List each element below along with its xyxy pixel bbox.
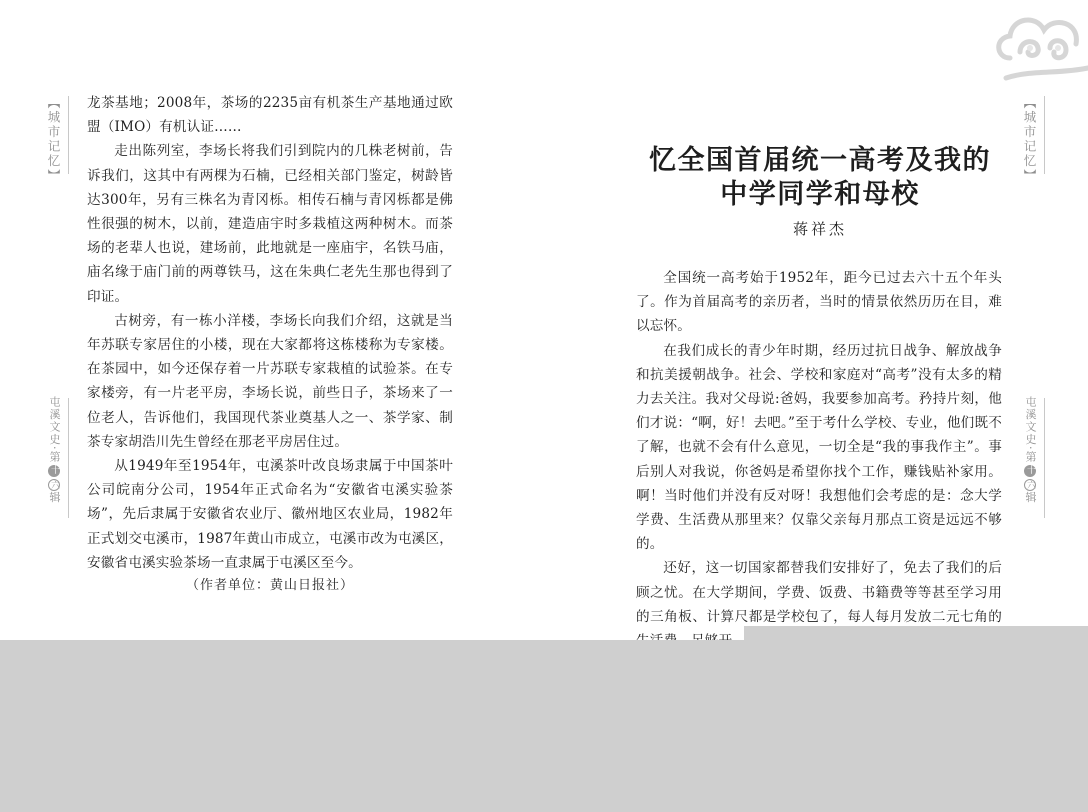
journal-suffix: 辑 — [48, 491, 61, 504]
title-line-1: 忆全国首届统一高考及我的 — [649, 145, 991, 176]
paragraph: 龙茶基地；2008年，茶场的2235亩有机茶生产基地通过欧盟（IMO）有机认证…… — [87, 95, 453, 136]
left-journal-tag — [48, 396, 60, 504]
journal-suffix: 辑 — [1024, 491, 1037, 504]
right-journal-tag — [1024, 396, 1036, 504]
journal-prefix: 屯溪文史·第 — [1024, 396, 1037, 464]
right-section-tag: 【 城市记忆 】 — [1022, 96, 1036, 183]
article-title — [600, 144, 1040, 212]
paragraph: 全国统一高考始于1952年，距今已过去六十五个年头了。作为首届高考的亲历者，当时的情景依然历历在目，难以忘怀。 — [636, 270, 1002, 335]
left-margin-rule-bottom — [68, 398, 69, 518]
cloud-ornament-icon — [990, 8, 1088, 94]
journal-number-b: 六 — [1025, 479, 1035, 490]
article-author: 蒋祥杰 — [792, 220, 847, 238]
right-margin-rule-bottom — [1044, 398, 1045, 518]
paragraph: 古树旁，有一栋小洋楼，李场长向我们介绍，这就是当年苏联专家居住的小楼，现在大家都将这栋楼称为专家楼。在茶园中，如今还保存着一片苏联专家栽植的试验茶。在专家楼旁，有一片老平房，李场长说，前些日子，茶场来了一位老人，告诉他们，我国现代茶业奠基人之一、茶学家、制茶专家胡浩川先生曾经在那老平房居住过。 — [87, 312, 453, 450]
journal-number-a: 十 — [49, 465, 59, 476]
author-affiliation: （作者单位：黄山日报社） — [185, 578, 354, 593]
viewer-background — [0, 640, 1088, 812]
right-margin-rule-top — [1044, 96, 1045, 174]
journal-number-a: 十 — [1025, 465, 1035, 476]
title-line-2: 中学同学和母校 — [720, 179, 920, 210]
paragraph: 走出陈列室，李场长将我们引到院内的几株老树前，告诉我们，这其中有两棵为石楠，已经相关部门鉴定，树龄皆达300年，另有三株名为青冈栎。相传石楠与青冈栎都是佛性很强的树木，以前，建造庙宇时多栽植这两种树木。而茶场的老辈人也说，建场前，此地就是一座庙宇，名铁马庙，庙名缘于庙门前的两尊铁马，这在朱典仁老先生那也得到了印证。 — [87, 143, 453, 305]
journal-prefix: 屯溪文史·第 — [48, 396, 61, 464]
paragraph: 从1949年至1954年，屯溪茶叶改良场隶属于中国茶叶公司皖南分公司，1954年正式命名为“安徽省屯溪实验茶场”，先后隶属于安徽省农业厅、徽州地区农业局，1982年正式划交屯溪市，1987年黄山市成立，屯溪市改为屯溪区，安徽省屯溪实验茶场一直隶属于屯溪区至今。 — [87, 458, 453, 571]
left-margin-rule-top — [68, 96, 69, 174]
right-page-body — [636, 266, 1002, 653]
paragraph: 在我们成长的青少年时期，经历过抗日战争、解放战争和抗美援朝战争。社会、学校和家庭对“高考”没有太多的精力去关注。我对父母说:爸妈，我要参加高考。矜持片刻，他们才说：“啊，好！去吧。”至于考什么学校、专业，他们既不了解，也就不会有什么意见，一切全是“我的事我作主”。事后别人对我说，你爸妈是希望你找个工作，赚钱贴补家用。啊！当时他们并没有反对呀！我想他们会考虑的是：念大学学费、生活费从那里来？仅靠父亲每月那点工资是远远不够的。 — [636, 342, 1002, 553]
journal-number-b: 六 — [49, 479, 59, 490]
paragraph: 还好，这一切国家都替我们安排好了，免去了我们的后顾之忧。在大学期间，学费、饭费、书籍费等等甚至学习用的三角板、计算尺都是学校包了，每人每月发放二元七角的 — [636, 560, 1002, 625]
left-section-tag: 【 城市记忆 】 — [46, 96, 60, 183]
left-page-body — [87, 91, 453, 575]
